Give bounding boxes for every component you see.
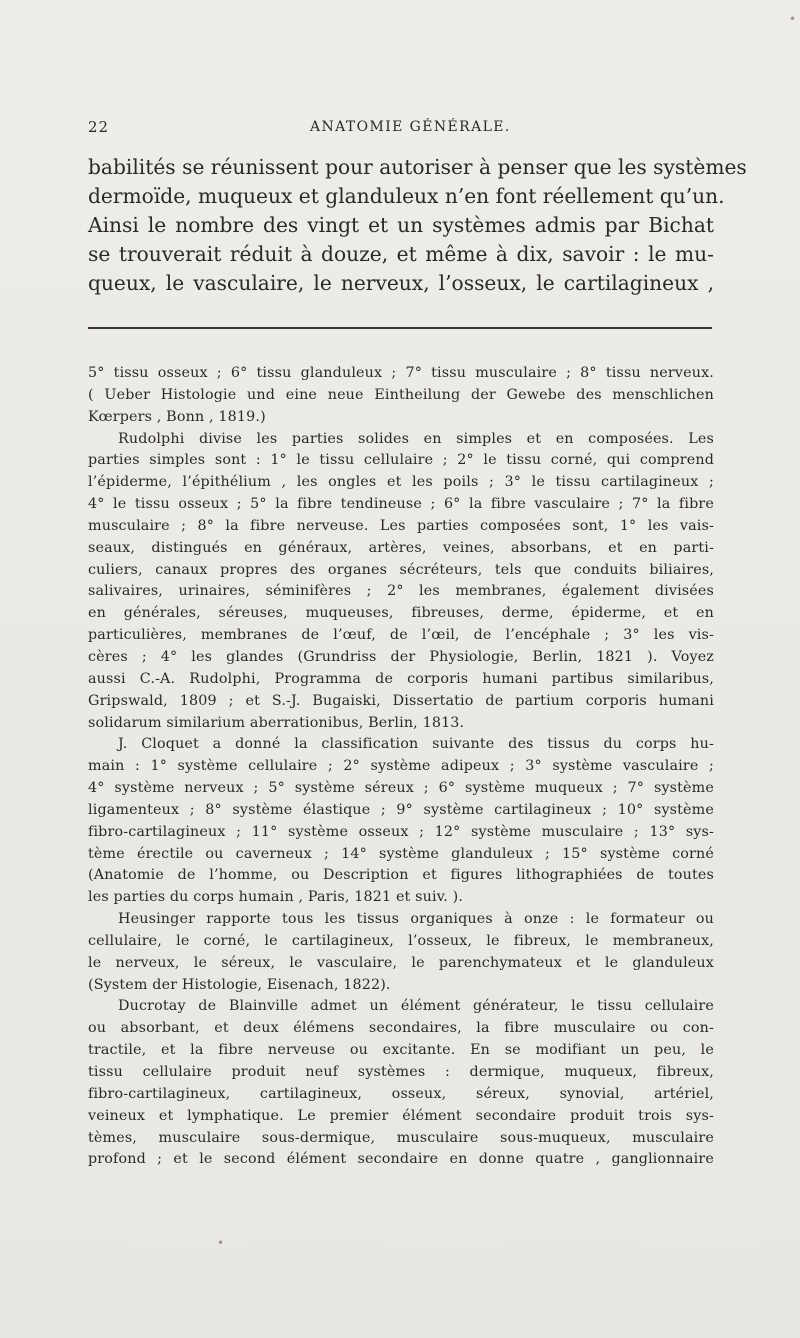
footnote-line: en générales, séreuses, muqueuses, fibreuses, derme, épiderme, et en — [88, 605, 714, 622]
main-text-line: babilités se réunissent pour autoriser à penser que les systèmes — [88, 155, 747, 179]
footnote-line: le nerveux, le séreux, le vasculaire, le parenchymateux et le glanduleux — [88, 954, 714, 971]
footnote-line: parties simples sont : 1° le tissu cellulaire ; 2° le tissu corné, qui comprend — [88, 452, 714, 469]
footnote-line: tractile, et la fibre nerveuse ou excitante. En se modifiant un peu, le — [88, 1042, 714, 1059]
footnote-line: seaux, distingués en généraux, artères, veines, absorbans, et en parti- — [88, 539, 714, 556]
footnote-line: aussi C.-A. Rudolphi, Programma de corporis humani partibus similaribus, — [88, 670, 714, 687]
footnote-line: cères ; 4° les glandes (Grundriss der Physiologie, Berlin, 1821 ). Voyez — [88, 648, 714, 665]
footnote-line: Heusinger rapporte tous les tissus organiques à onze : le formateur ou — [118, 911, 714, 928]
footnote-separator — [88, 327, 712, 329]
main-text-line: queux, le vasculaire, le nerveux, l’osseux, le cartilagineux , — [88, 271, 714, 295]
footnote-line: profond ; et le second élément secondaire en donne quatre , ganglionnaire — [88, 1151, 714, 1168]
footnote-line: cellulaire, le corné, le cartilagineux, l’osseux, le fibreux, le membraneux, — [88, 932, 714, 949]
footnote-line: Ducrotay de Blainville admet un élément générateur, le tissu cellulaire — [118, 998, 714, 1015]
footnote-line: culiers, canaux propres des organes sécréteurs, tels que conduits biliaires, — [88, 561, 714, 578]
page-header — [88, 118, 712, 140]
footnote-line: solidarum similarium aberrationibus, Berlin, 1813. — [88, 714, 465, 731]
footnotes — [88, 363, 714, 1171]
page-speck-mark: • — [217, 1236, 225, 1250]
footnote-line: ligamenteux ; 8° système élastique ; 9° système cartilagineux ; 10° système — [88, 801, 714, 818]
footnote-line: particulières, membranes de l’œuf, de l’œil, de l’encéphale ; 3° les vis- — [88, 627, 714, 644]
footnote-line: tèmes, musculaire sous-dermique, musculaire sous-muqueux, musculaire — [88, 1129, 714, 1146]
main-text-line: dermoïde, muqueux et glanduleux n’en font réellement qu’un. — [88, 184, 725, 208]
footnote-line: veineux et lymphatique. Le premier élément secondaire produit trois sys- — [88, 1107, 714, 1124]
footnote-line: (Anatomie de l’homme, ou Description et figures lithographiées de toutes — [88, 867, 714, 884]
page-speck-mark: • — [789, 12, 797, 26]
footnote-line: musculaire ; 8° la fibre nerveuse. Les parties composées sont, 1° les vais- — [88, 517, 714, 534]
footnote-line: 5° tissu osseux ; 6° tissu glanduleux ; 7° tissu musculaire ; 8° tissu nerveux. — [88, 365, 714, 381]
footnote-line: les parties du corps humain , Paris, 1821 et suiv. ). — [88, 889, 464, 906]
footnote-line: main : 1° système cellulaire ; 2° système adipeux ; 3° système vasculaire ; — [88, 758, 714, 775]
footnote-line: tissu cellulaire produit neuf systèmes : dermique, muqueux, fibreux, — [88, 1064, 714, 1080]
footnote-line: fibro-cartilagineux, cartilagineux, osseux, séreux, synovial, artériel, — [88, 1085, 714, 1102]
footnote-line: 4° système nerveux ; 5° système séreux ; 6° système muqueux ; 7° système — [88, 780, 714, 797]
main-text-line: se trouverait réduit à douze, et même à dix, savoir : le mu- — [88, 242, 714, 266]
footnote-line: Kœrpers , Bonn , 1819.) — [88, 408, 266, 425]
footnote-line: ou absorbant, et deux élémens secondaires, la fibre musculaire ou con- — [88, 1020, 714, 1037]
footnote-line: salivaires, urinaires, séminifères ; 2° les membranes, également divisées — [88, 583, 714, 600]
main-text-line: Ainsi le nombre des vingt et un systèmes admis par Bichat — [88, 213, 714, 237]
footnote-line: tème érectile ou caverneux ; 14° système glanduleux ; 15° système corné — [88, 845, 714, 862]
footnote-line: Gripswald, 1809 ; et S.-J. Bugaiski, Dissertatio de partium corporis humani — [88, 692, 714, 709]
footnote-line: fibro-cartilagineux ; 11° système osseux ; 12° système musculaire ; 13° sys- — [88, 823, 714, 840]
page-number: 22 — [88, 118, 110, 136]
footnote-line: 4° le tissu osseux ; 5° la fibre tendineuse ; 6° la fibre vasculaire ; 7° la fibre — [88, 496, 714, 513]
footnote-line: l’épiderme, l’épithélium , les ongles et les poils ; 3° le tissu cartilagineux ; — [88, 474, 714, 491]
running-head: ANATOMIE GÉNÉRALE. — [310, 119, 511, 135]
footnote-line: J. Cloquet a donné la classification suivante des tissus du corps hu- — [118, 736, 714, 753]
footnote-line: ( Ueber Histologie und eine neue Eintheilung der Gewebe des menschlichen — [88, 386, 714, 403]
footnote-line: (System der Histologie, Eisenach, 1822). — [88, 976, 391, 993]
footnote-line: Rudolphi divise les parties solides en simples et en composées. Les — [118, 430, 714, 447]
main-text — [88, 153, 747, 298]
